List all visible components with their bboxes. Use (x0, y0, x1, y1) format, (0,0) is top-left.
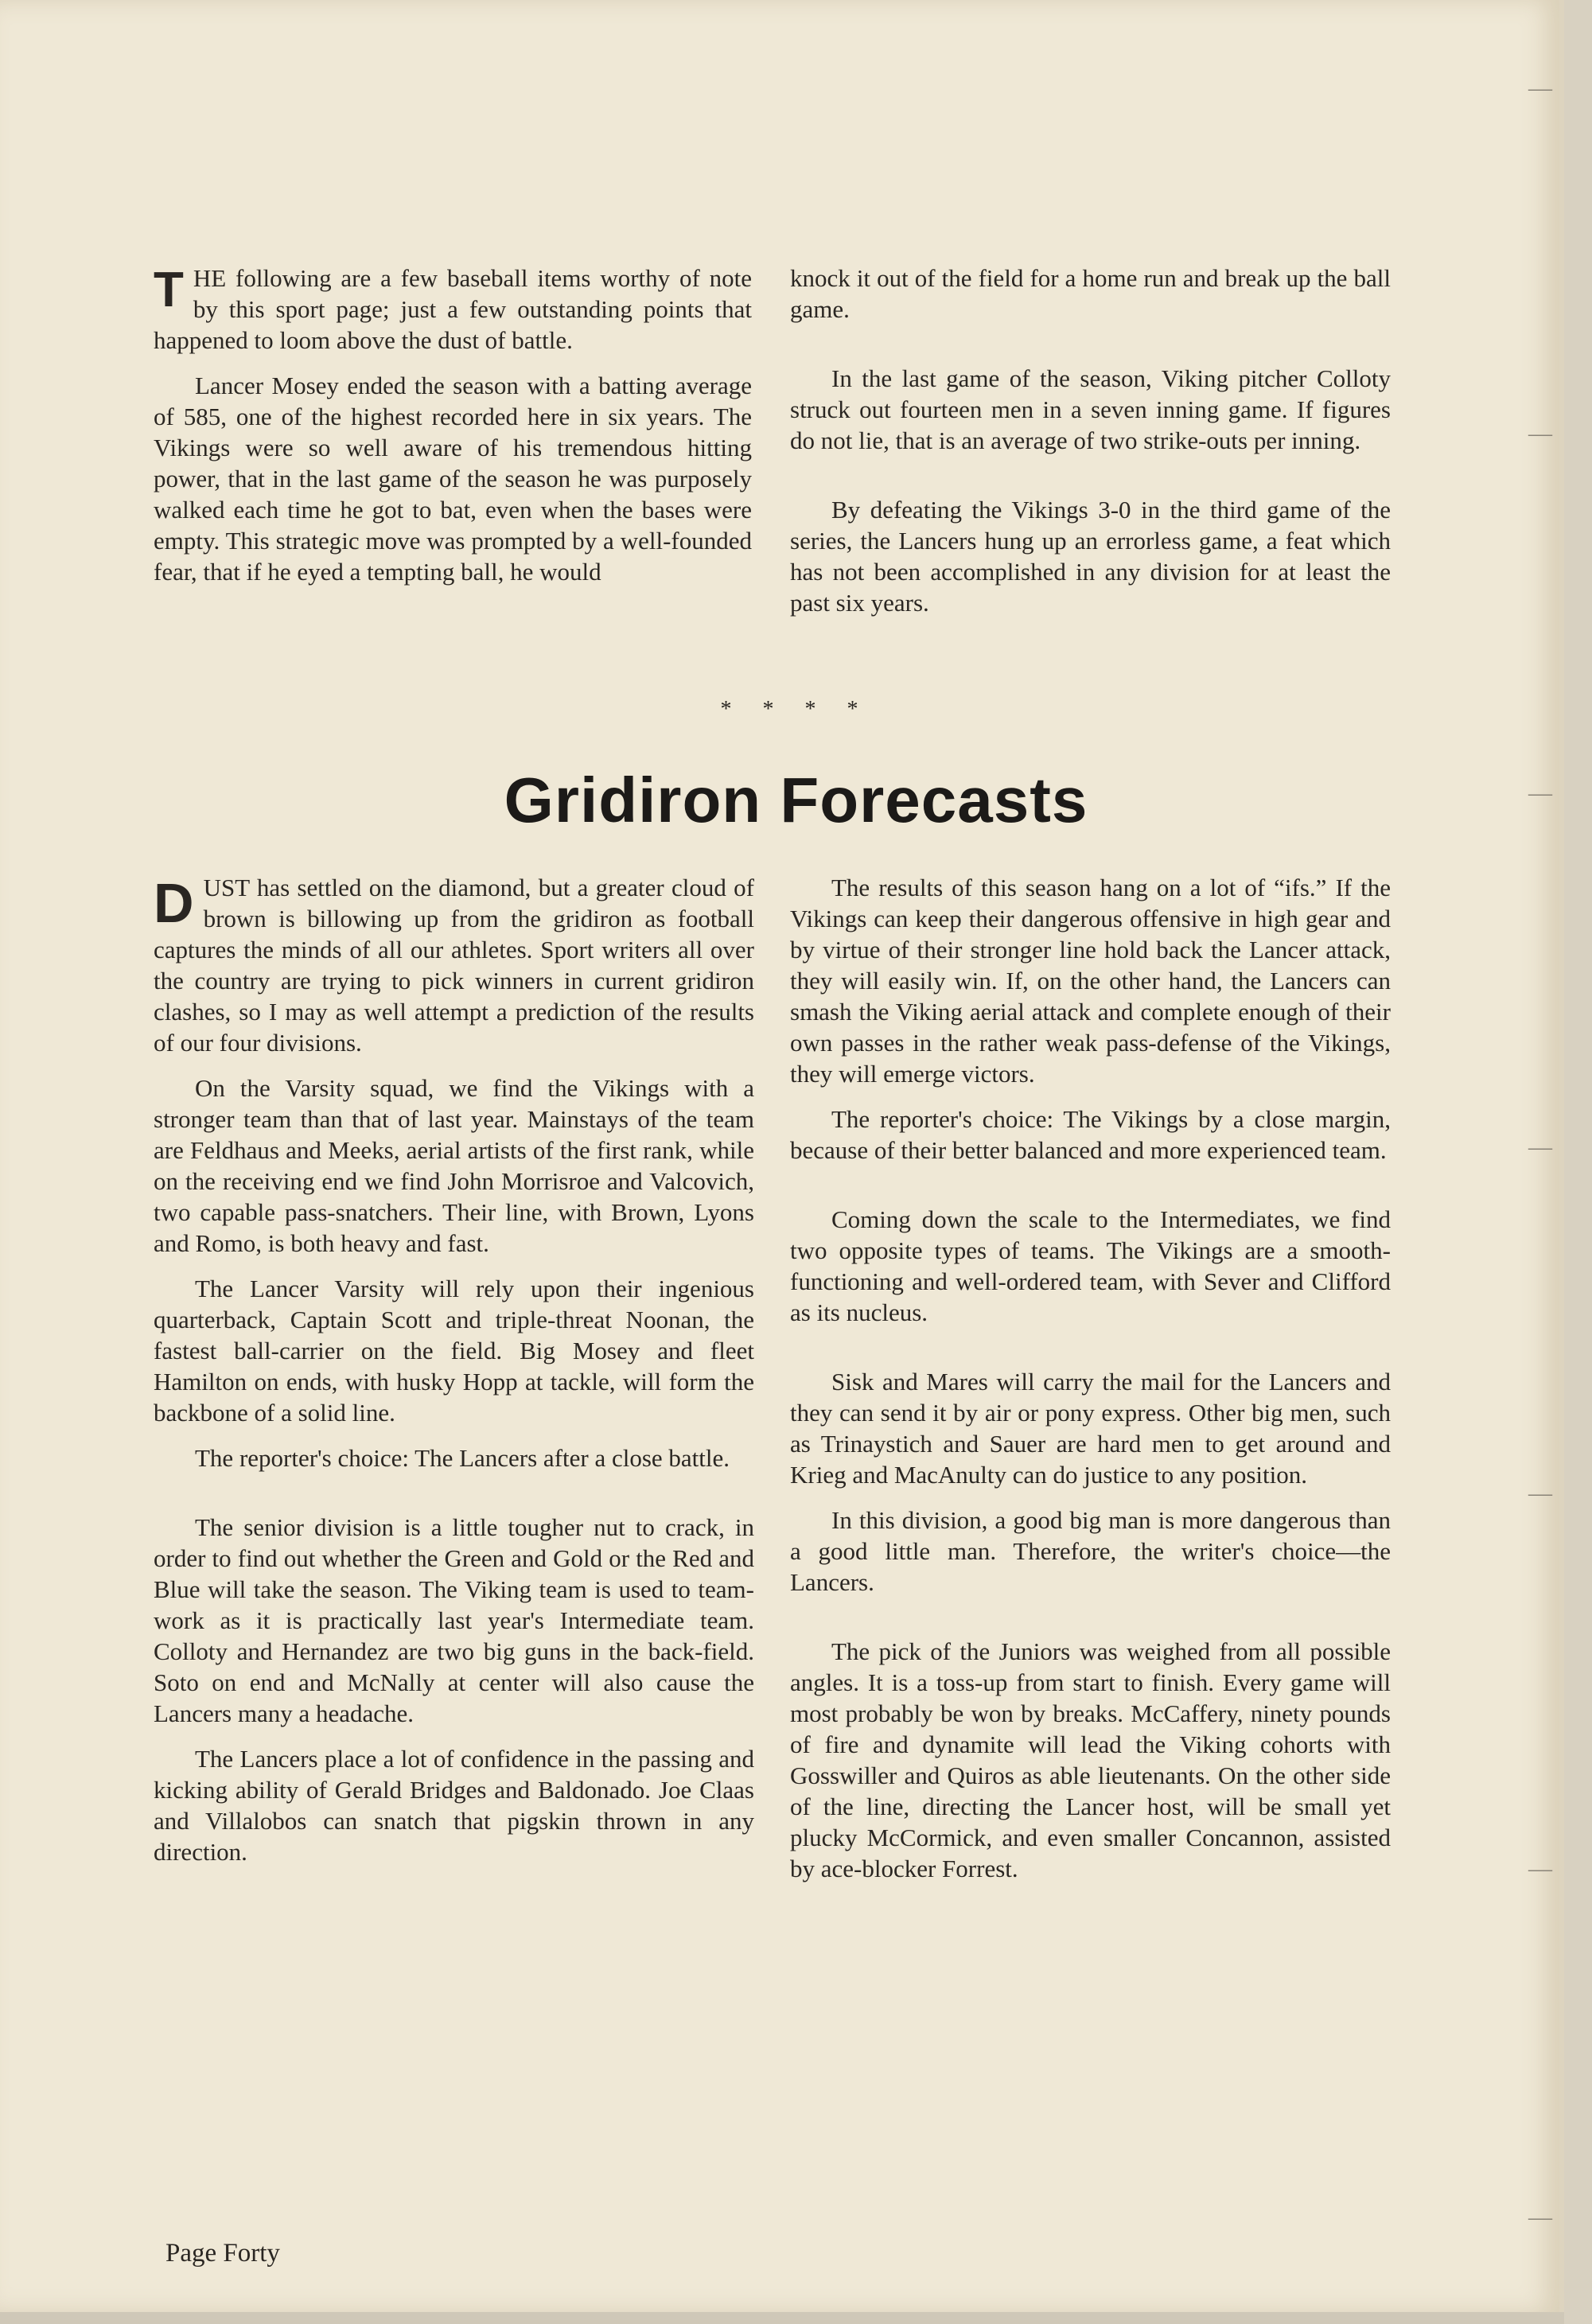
article-paragraph: The reporter's choice: The Lancers after a close battle. (195, 1444, 730, 1472)
page-edge (1564, 0, 1592, 2324)
article-intro-paragraph: DUST has settled on the diamond, but a greater cloud of brown is billowing up from the gridiron as football captures the minds of all our athletes. Sport writers all over the country are trying to pick winners in current gridiron clashes, so I may as well attempt a prediction of the results of our four divisions. (154, 872, 754, 1057)
baseball-paragraph: In the last game of the season, Viking pitcher Colloty struck out fourteen men in a seven inning game. If figures do not lie, that is an average of two strike-outs per inning. (790, 364, 1391, 454)
dropcap-d: D (154, 872, 194, 934)
article-paragraph: The reporter's choice: The Vikings by a close margin, because of their better balanced and more experienced team. (790, 1105, 1391, 1164)
article-left-column (154, 872, 754, 1882)
binding-notch-icon: — (1528, 1855, 1552, 1882)
article-paragraph: On the Varsity squad, we find the Vikings with a stronger team than that of last year. Mainstays of the team are Feldhaus and Meeks, aerial artists of the first rank, while on the receiving end we find John Morrisroe and Valcovich, two capable pass-snatchers. Their line, with Brown, Lyons and Romo, is both heavy and fast. (154, 1074, 754, 1257)
article-paragraph: The senior division is a little tougher nut to crack, in order to find out whether the Green and Gold or the Red and Blue will take the season. The Viking team is used to team-work as it is practically last year's Intermediate team. Colloty and Hernandez are two big guns in the back-field. Soto on end and McNally at center will also cause the Lancers many a headache. (154, 1513, 754, 1727)
article-paragraph: In this division, a good big man is more dangerous than a good little man. Therefore, the writer's choice—the Lancers. (790, 1506, 1391, 1596)
baseball-paragraph: knock it out of the field for a home run and break up the ball game. (790, 264, 1391, 323)
section-separator: * * * * (720, 697, 871, 722)
article-right-column (790, 872, 1391, 1898)
binding-notch-icon: — (1528, 420, 1552, 446)
article-paragraph: The Lancers place a lot of confidence in the passing and kicking ability of Gerald Bridges and Baldonado. Joe Claas and Villalobos can snatch that pigskin thrown in any direction. (154, 1745, 754, 1866)
article-paragraph: Sisk and Mares will carry the mail for the Lancers and they can send it by air or pony express. Other big men, such as Trinaystich and Sauer are hard men to get around and Krieg and MacAnulty can do justice to any position. (790, 1368, 1391, 1489)
binding-notch-icon: — (1528, 1480, 1552, 1506)
article-paragraph: Coming down the scale to the Intermediates, we find two opposite types of teams. The Vikings are a smooth-functioning and well-ordered team, with Sever and Clifford as its nucleus. (790, 1205, 1391, 1326)
article-title: Gridiron Forecasts (504, 765, 1088, 835)
baseball-intro-paragraph: THE following are a few baseball items worthy of note by this sport page; just a few outstanding points that happened to loom above the dust of battle. (154, 263, 752, 354)
binding-notch-icon: — (1528, 1134, 1552, 1160)
baseball-paragraph: By defeating the Vikings 3-0 in the third game of the series, the Lancers hung up an errorless game, a feat which has not been accomplished in any division for at least the past six years. (790, 496, 1391, 617)
article-paragraph: The pick of the Juniors was weighed from all possible angles. It is a toss-up from start to finish. Every game will most probably be won by breaks. McCaffery, ninety pounds of fire and dynamite will lead the Viking cohorts with Gosswiller and Quiros as able lieutenants. On the other side of the line, directing the Lancer host, will be small yet plucky McCormick, and even smaller Concannon, assisted by ace-blocker Forrest. (790, 1637, 1391, 1882)
dropcap-t: T (154, 263, 184, 317)
binding-notch-icon: — (1528, 75, 1552, 101)
page-number-label: Page Forty (165, 2239, 280, 2268)
baseball-left-column (154, 263, 752, 601)
article-paragraph: The results of this season hang on a lot of “ifs.” If the Vikings can keep their dangerous offensive in high gear and by virtue of their stronger line hold back the Lancer attack, they will easily win. If, on the other hand, the Lancers can smash the Viking aerial attack and complete enough of their own passes in the rather weak pass-defense of the Vikings, they will emerge victors. (790, 874, 1391, 1088)
baseball-right-column (790, 263, 1391, 633)
baseball-paragraph: Lancer Mosey ended the season with a batting average of 585, one of the highest recorded here in six years. The Vikings were so well aware of his tremendous hitting power, that in the last game of the season he was purposely walked each time he got to bat, even when the bases were empty. This strategic move was prompted by a well-founded fear, that if he eyed a tempting ball, he would (154, 372, 752, 586)
binding-notch-icon: — (1528, 780, 1552, 806)
binding-notch-icon: — (1528, 2204, 1552, 2230)
article-paragraph: The Lancer Varsity will rely upon their ingenious quarterback, Captain Scott and triple-threat Noonan, the fastest ball-carrier on the field. Big Mosey and fleet Hamilton on ends, with husky Hopp at tackle, will form the backbone of a solid line. (154, 1275, 754, 1427)
